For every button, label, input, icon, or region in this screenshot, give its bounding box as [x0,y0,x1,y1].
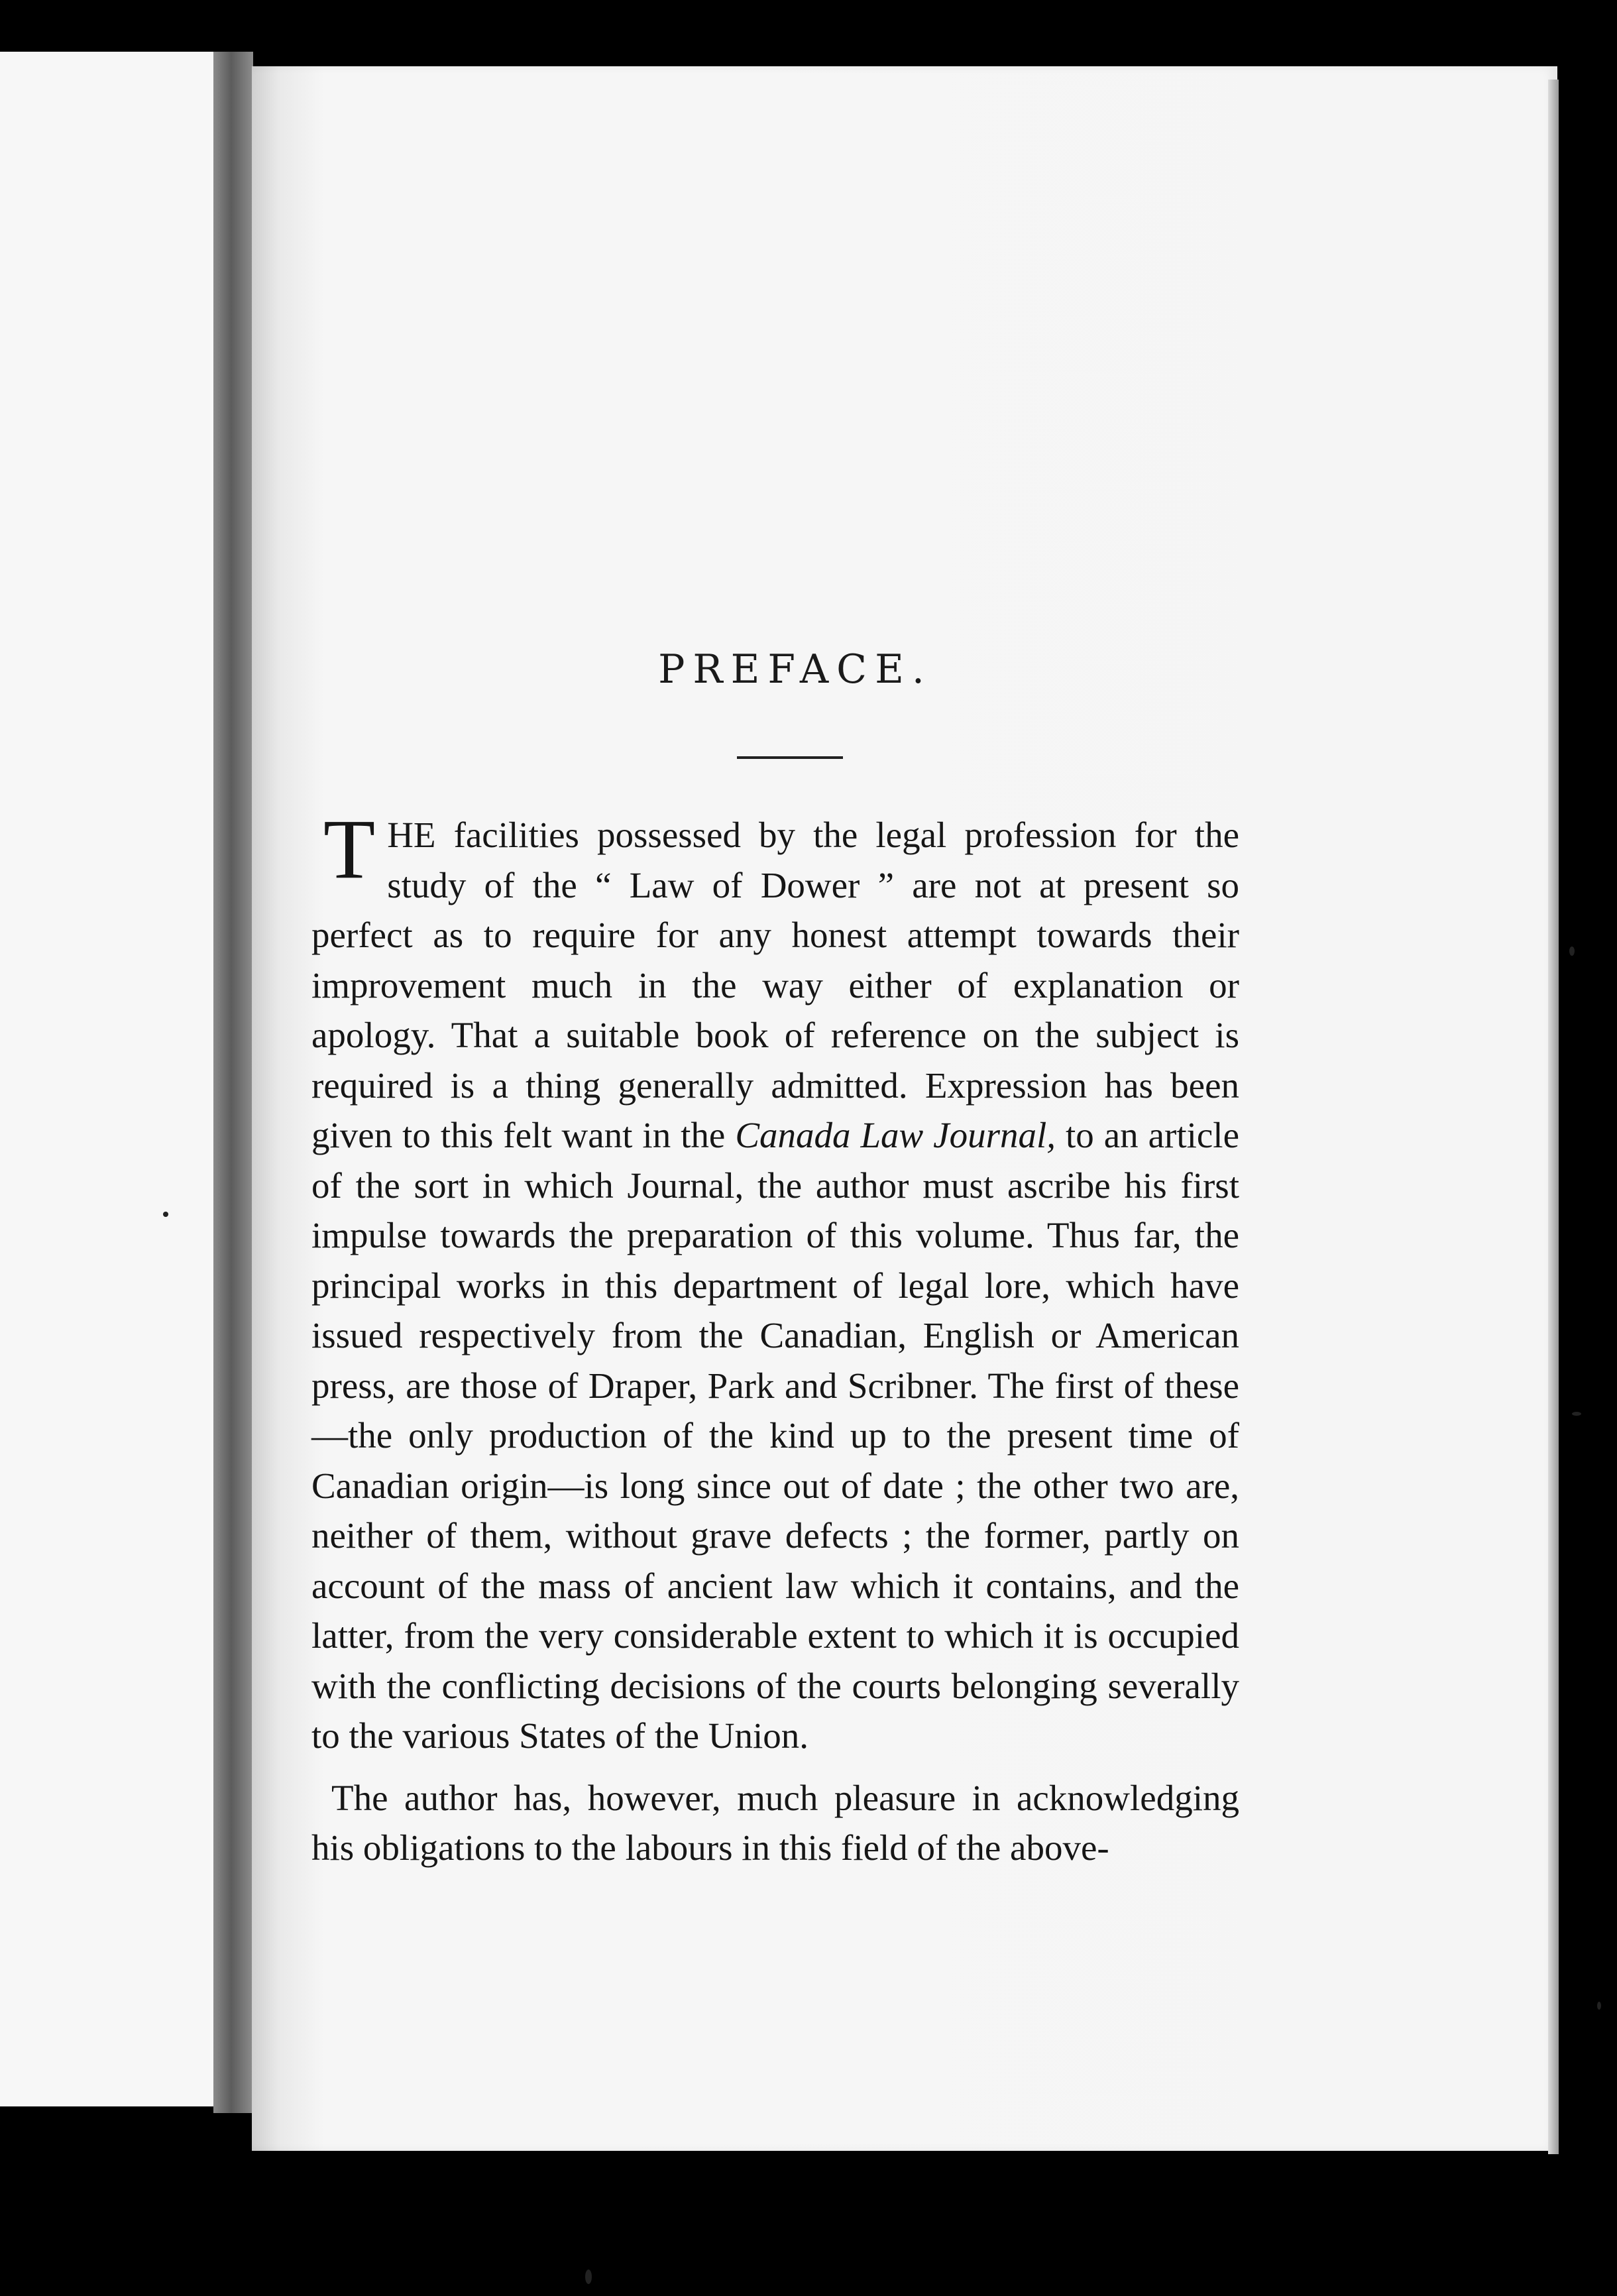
page-edge [1548,80,1559,2154]
page-heading: PREFACE. [658,646,932,693]
facing-page-left [0,52,223,2106]
scan-speck [1569,947,1575,956]
scan-speck [1597,2002,1601,2010]
drop-cap: T [323,802,376,896]
heading-rule [737,756,843,759]
preface-body [311,802,1239,1873]
scan-speck [163,1212,168,1217]
paragraph [311,802,1239,1761]
scan-speck [585,2269,592,2284]
paragraph: The author has, however, much pleasure in acknowledging his obligations to the labours in this field of the above- [311,1777,1239,1868]
paragraph-text: to an article of the sort in which Journal, the author must ascribe his first impulse towards the preparation of this volume. Thus far, the principal works in this department of legal lore, which have issued respectively from the Canadian, English or American press, are those of Draper, Park and Scribner. The first of these—the only production of the kind up to the present time of Canadian origin—is long since out of date ; the other two are, neither of them, without grave defects ; the former, partly on account of the mass of ancient law which it contains, and the latter, from the very considerable extent to which it is occupied with the conflicting decisions of the courts belonging severally to the various States of the Union. [311,1115,1239,1756]
scan-speck [1572,1412,1581,1416]
paragraph-text: HE facilities possessed by the legal profession for the study of the “ Law of Dower ” are not at present so perfect as to require for any honest attempt towards their improvement much in the way either of explanation or apology. That a suitable book of reference on the subject is required is a thing generally admitted. Expression has been given to this felt want in the [311,815,1239,1155]
journal-title: Canada Law Journal, [735,1115,1056,1155]
book-gutter [213,52,253,2113]
